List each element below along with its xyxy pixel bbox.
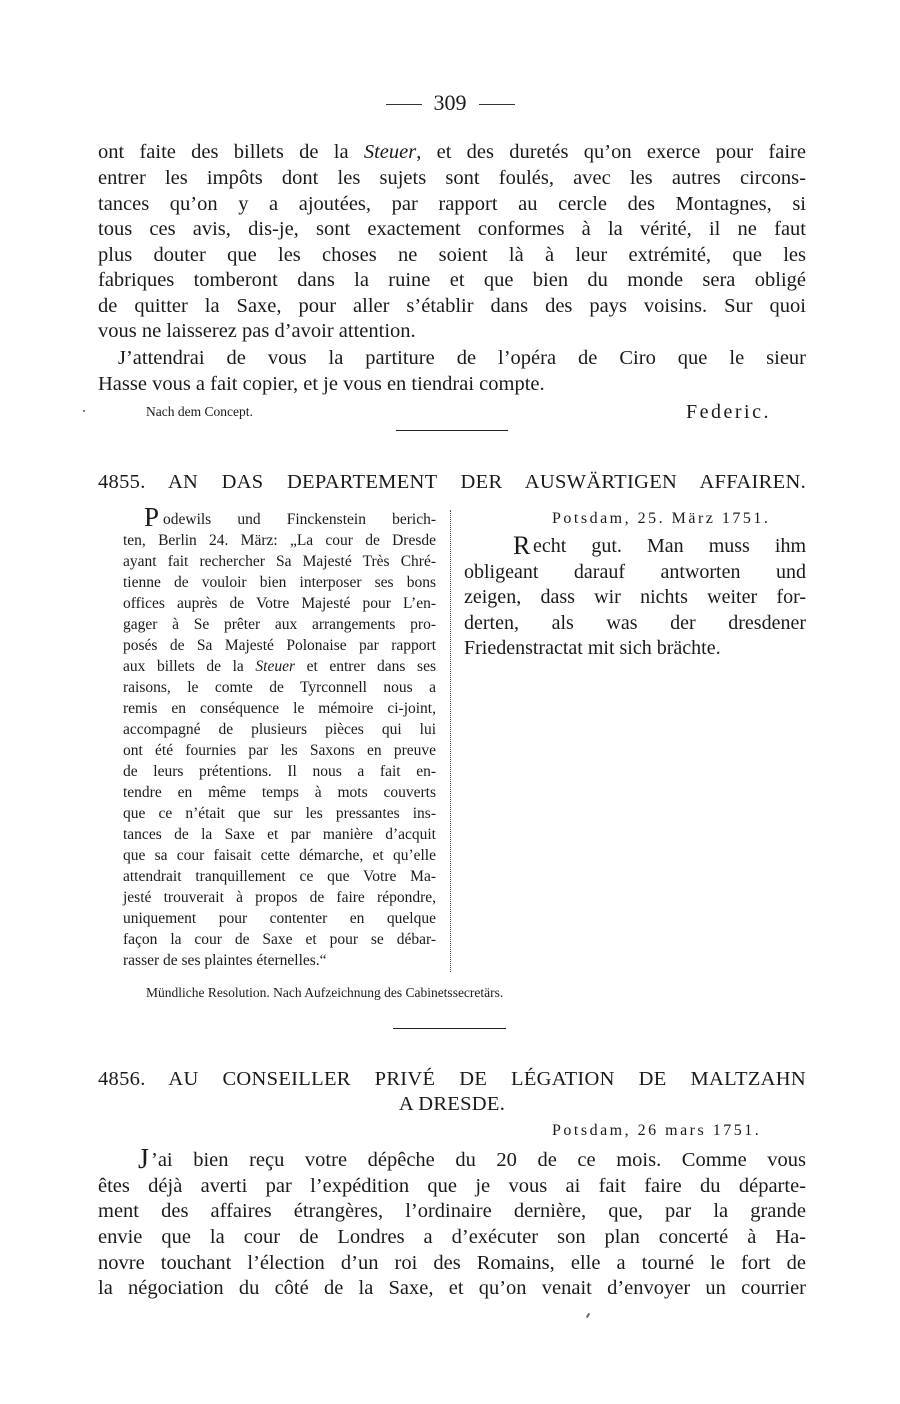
letter-line: novre touchant l’élection d’un roi des Romains, elle a tourné le fort de [98,1252,806,1274]
page-speck [586,1313,590,1318]
letter-line: êtes déjà averti par l’expédition que je vous ai fait faire du départe- [98,1175,806,1197]
left-line: remis en conséquence le mémoire ci-joint, [123,700,436,717]
right-line: echt gut. Man muss ihm [533,535,806,557]
left-line: tienne de vouloir bien interposer ses bons [123,574,436,591]
left-line: façon la cour de Saxe et pour se débar- [123,931,436,948]
letter-4856-heading-line1: 4856. AU CONSEILLER PRIVÉ DE LÉGATION DE MALTZAHN [98,1068,806,1090]
margin-dot [83,410,85,412]
right-line: Friedenstractat mit sich brächte. [464,637,721,659]
left-line: que sa cour faisait cette démarche, et qu’elle [123,847,436,864]
intro-line: de quitter la Saxe, pour aller s’établir dans des pays voisins. Sur quoi [98,295,806,317]
intro-line: ont faite des billets de la Steuer, et des duretés qu’on exerce pour faire [98,141,806,163]
left-line: uniquement pour contenter en quelque [123,910,436,927]
left-line: odewils und Finckenstein berich- [163,511,436,528]
letter-line: ment des affaires étrangères, l’ordinaire dernière, que, par la grande [98,1200,806,1222]
intro-line: entrer les impôts dont les sujets sont foulés, avec les autres circons- [98,167,806,189]
left-line: posés de Sa Majesté Polonaise par rapport [123,637,436,654]
letter-line: envie que la cour de Londres a d’exécuter son plan concerté à Ha- [98,1226,806,1248]
letter-4856-heading-line2: A DRESDE. [398,1093,506,1115]
intro-line: fabriques tomberont dans la ruine et que bien du monde sera obligé [98,269,806,291]
left-line: raisons, le comte de Tyrconnell nous a [123,679,436,696]
left-line: ont été fournies par les Saxons en preuve [123,742,436,759]
intro-line: Hasse vous a fait copier, et je vous en tiendrai compte. [98,373,545,395]
section-rule [396,430,508,431]
source-note: Nach dem Concept. [146,404,253,419]
left-line: jesté trouverait à propos de faire répondre, [123,889,436,906]
page-number [0,92,900,114]
intro-line: vous ne laisserez pas d’avoir attention. [98,320,416,342]
letter-line: la négociation du côté de la Saxe, et qu’on venait d’envoyer un courrier [98,1277,806,1299]
intro-line: J’attendrai de vous la partiture de l’opéra de Ciro que le sieur [118,347,806,369]
left-line: rasser de ses plaintes éternelles.“ [123,952,327,969]
left-line: que ce n’était que sur les pressantes ins- [123,805,436,822]
left-line: tendre en même temps à mots couverts [123,784,436,801]
column-divider [450,510,451,972]
left-dropcap: P [144,502,160,532]
page-number-dash-left [386,104,422,105]
right-line: derten, als was der dresdener [464,612,806,634]
page-number-dash-right [479,104,515,105]
section-rule [393,1028,506,1029]
right-dropcap: R [513,531,531,560]
left-line: accompagné de plusieurs pièces qui lui [123,721,436,738]
left-line: attendrait tranquillement ce que Votre Ma- [123,868,436,885]
letter-4855-heading: 4855. AN DAS DEPARTEMENT DER AUSWÄRTIGEN AFFAIREN. [98,471,806,493]
page-number-text: 309 [433,90,467,115]
letter-4856-place-date: Potsdam, 26 mars 1751. [552,1122,762,1139]
left-line: tances de la Saxe et par manière d’acquit [123,826,436,843]
intro-line: tances qu’on y a ajoutées, par rapport au cercle des Montagnes, si [98,193,806,215]
letter-4856-dropcap: J [138,1144,149,1175]
signature: Federic. [686,401,771,423]
resolution-note: Mündliche Resolution. Nach Aufzeichnung des Cabinetssecretärs. [146,985,504,1000]
intro-line: tous ces avis, dis-je, sont exactement conformes à la vérité, il ne faut [98,218,806,240]
intro-line: plus douter que les choses ne soient là à leur extrémité, que les [98,244,806,266]
letter-4855-place-date: Potsdam, 25. März 1751. [552,510,771,527]
left-line: aux billets de la Steuer et entrer dans ses [123,658,436,675]
left-line: ayant fait rechercher Sa Majesté Très Chré- [123,553,436,570]
right-line: zeigen, dass wir nichts weiter for- [464,586,806,608]
right-line: obligeant darauf antworten und [464,561,806,583]
letter-line: ’ai bien reçu votre dépêche du 20 de ce mois. Comme vous [151,1149,806,1171]
italic-term: Steuer [255,658,295,675]
left-line: offices auprès de Votre Majesté pour L’en- [123,595,436,612]
italic-term: Steuer [363,141,417,163]
left-line: gager à Se prêter aux arrangements pro- [123,616,436,633]
left-line: de leurs prétentions. Il nous a fait en- [123,763,436,780]
left-line: ten, Berlin 24. März: „La cour de Dresde [123,532,436,549]
